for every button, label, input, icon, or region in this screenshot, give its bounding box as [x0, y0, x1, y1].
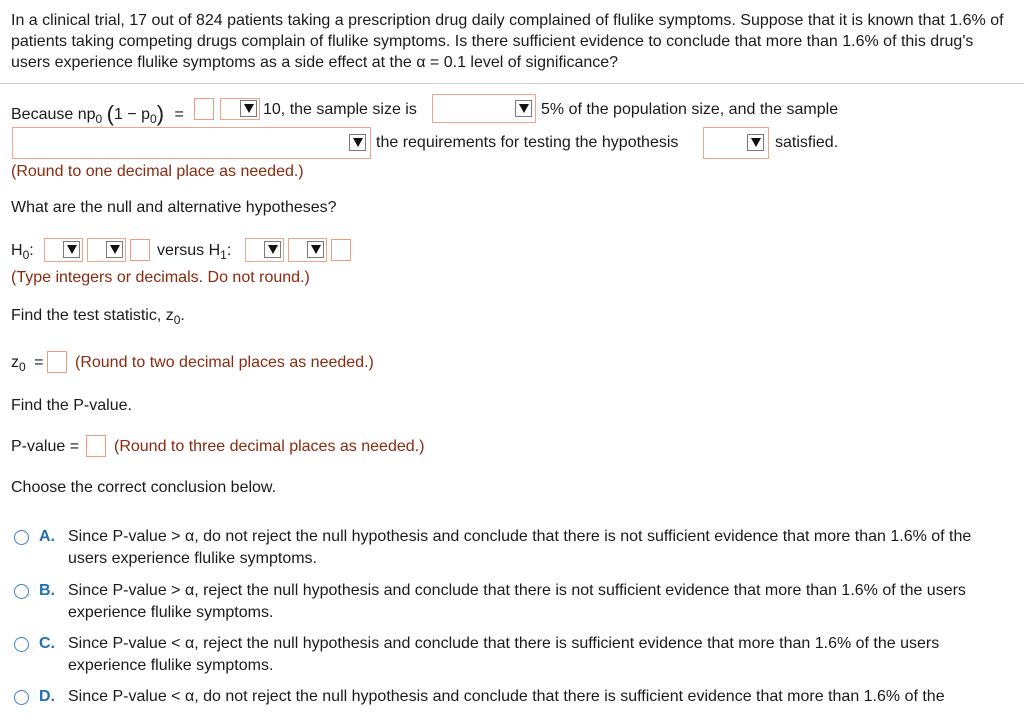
h0-operator-dropdown[interactable] — [87, 238, 126, 262]
radio-option-a[interactable] — [14, 530, 29, 545]
option-a-letter: A. — [39, 528, 55, 545]
radio-option-b[interactable] — [14, 584, 29, 599]
pvalue-label: P-value = — [11, 438, 80, 455]
comparison-dropdown-1[interactable] — [220, 98, 260, 120]
five-percent-label: 5% of the population size, and the sample — [541, 101, 839, 118]
npq-value-input[interactable] — [194, 98, 214, 120]
chevron-down-icon — [307, 241, 324, 258]
option-c-text: Since P-value < α, reject the null hypothesis and conclude that there is sufficient evidence that more than 1.6% of the users experience flulike symptoms. — [68, 635, 940, 674]
are-are-not-dropdown[interactable] — [703, 127, 769, 159]
test-stat-prompt: Find the test statistic, $z_0$. — [11, 307, 185, 327]
option-d-letter: D. — [39, 688, 55, 705]
h1-parameter-dropdown[interactable] — [245, 238, 284, 262]
chevron-down-icon — [106, 241, 123, 258]
chevron-down-icon — [747, 134, 764, 151]
because-np-label: Because $np_0$ $(1 - p_0)$ = — [11, 101, 184, 126]
chevron-down-icon — [349, 134, 366, 151]
ten-sample-size-label: 10, the sample size is — [263, 101, 417, 118]
pvalue-prompt: Find the P-value. — [11, 397, 132, 414]
chevron-down-icon — [240, 100, 257, 117]
requirements-label: the requirements for testing the hypothesis — [376, 134, 679, 151]
radio-option-d[interactable] — [14, 690, 29, 705]
option-c-letter: C. — [39, 635, 55, 652]
satisfied-label: satisfied. — [775, 134, 839, 151]
h1-operator-dropdown[interactable] — [288, 238, 327, 262]
option-d-text: Since P-value < α, do not reject the null hypothesis and conclude that there is sufficient evidence that more than 1.6% of the — [68, 688, 945, 705]
radio-option-c[interactable] — [14, 637, 29, 652]
h0-label: $H_0$: — [11, 242, 34, 262]
h0-value-input[interactable] — [130, 239, 150, 261]
option-a-text: Since P-value > α, do not reject the null hypothesis and conclude that there is not sufficient evidence that more than 1.6% of the users experience flulike symptoms. — [68, 528, 972, 567]
sample-size-dropdown[interactable] — [432, 94, 536, 123]
divider — [0, 83, 1024, 84]
chevron-down-icon — [63, 241, 80, 258]
option-b-text: Since P-value > α, reject the null hypothesis and conclude that there is not sufficient evidence that more than 1.6% of the users experience flulike symptoms. — [68, 582, 966, 621]
versus-h1-label: versus $H_1$: — [157, 242, 232, 262]
z0-note: (Round to two decimal places as needed.) — [75, 354, 374, 371]
h0-parameter-dropdown[interactable] — [44, 238, 83, 262]
option-b-letter: B. — [39, 582, 55, 599]
pvalue-input[interactable] — [86, 435, 106, 457]
hypotheses-note: (Type integers or decimals. Do not round.) — [11, 269, 310, 286]
z0-input[interactable] — [47, 351, 67, 373]
round-note-1: (Round to one decimal place as needed.) — [11, 163, 304, 180]
question-text: In a clinical trial, 17 out of 824 patients taking a prescription drug daily complained of flulike symptoms. Suppose that it is known that 1.6% of patients taking competing drugs complain of flulike symptoms. Is there sufficient evidence to conclude that more than 1.6% of this drug's users experience flulike symptoms as a side effect at the α = 0.1 level of significance? — [11, 12, 1004, 71]
pvalue-note: (Round to three decimal places as needed.) — [114, 438, 425, 455]
h1-value-input[interactable] — [331, 239, 351, 261]
chevron-down-icon — [264, 241, 281, 258]
conclusion-prompt: Choose the correct conclusion below. — [11, 479, 277, 496]
chevron-down-icon — [515, 100, 532, 117]
z0-label: $z_0$ = — [11, 354, 44, 374]
sample-condition-dropdown[interactable] — [12, 127, 371, 159]
hypotheses-prompt: What are the null and alternative hypotheses? — [11, 199, 337, 216]
